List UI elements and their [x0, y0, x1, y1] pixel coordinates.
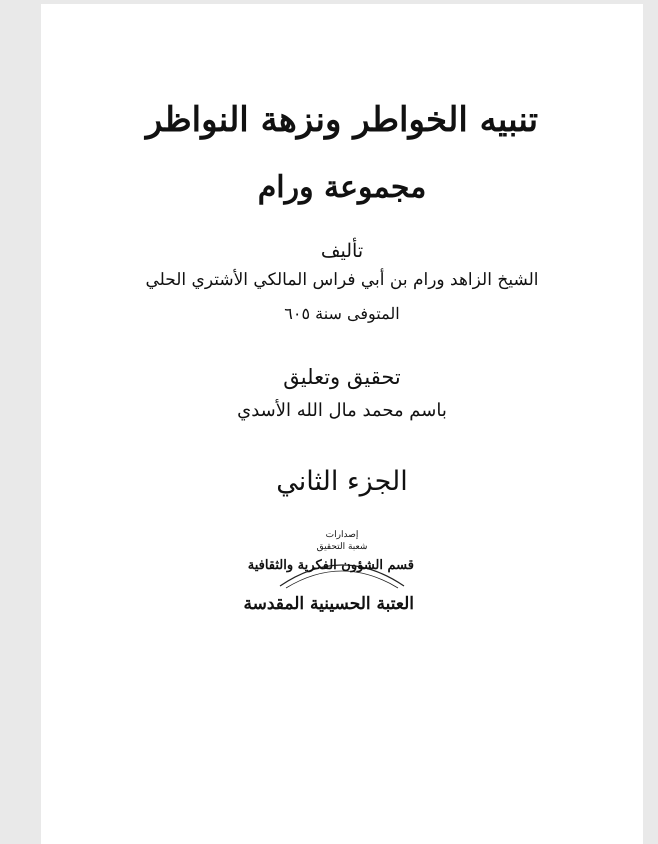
- publisher-line-2: شعبة التحقيق: [316, 542, 368, 552]
- book-title: تنبيه الخواطر ونزهة النواظر: [145, 100, 539, 140]
- volume-label: الجزء الثاني: [276, 466, 408, 497]
- book-title-page: [41, 4, 643, 844]
- book-alt-title: مجموعة ورام: [257, 170, 427, 205]
- author-label: تأليف: [320, 240, 364, 262]
- publisher-emblem: [243, 530, 414, 630]
- publisher-line-4: العتبة الحسينية المقدسة: [243, 594, 414, 614]
- publisher-line-1: إصدارات: [325, 530, 359, 540]
- editor-name: باسم محمد مال الله الأسدي: [237, 400, 447, 421]
- author-death-year: المتوفى سنة ٦٠٥: [284, 304, 400, 323]
- publisher-line-3: قسم الشؤون الفكرية والثقافية: [247, 558, 414, 573]
- author-name: الشيخ الزاهد ورام بن أبي فراس المالكي الأشتري الحلي: [145, 270, 539, 290]
- editing-label: تحقيق وتعليق: [283, 365, 401, 389]
